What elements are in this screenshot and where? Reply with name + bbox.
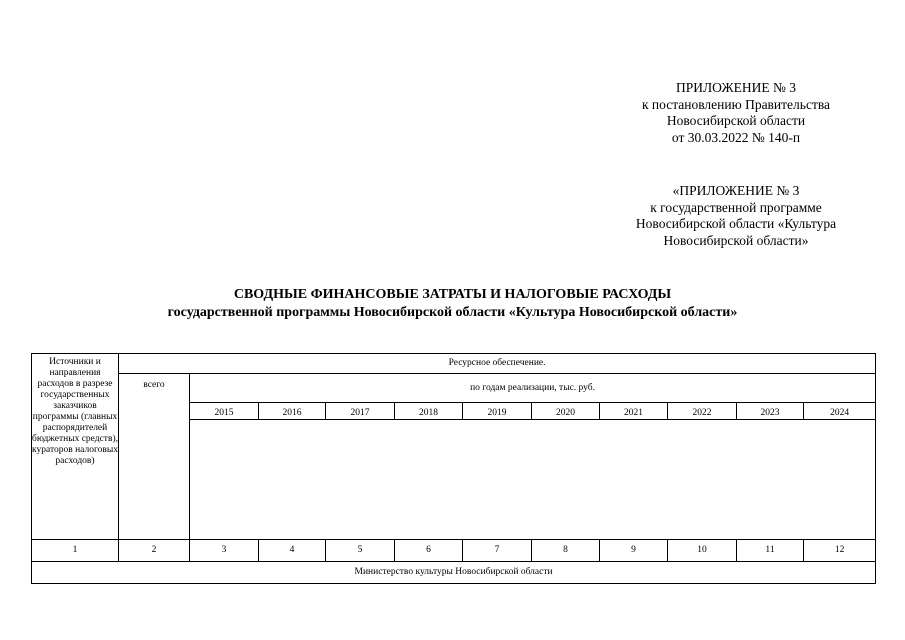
header-year: 2024 bbox=[804, 403, 876, 420]
column-number: 10 bbox=[668, 540, 737, 562]
appendix-program-line3: Новосибирской области «Культура bbox=[635, 216, 837, 231]
appendix-decree-header bbox=[605, 80, 867, 146]
column-number: 11 bbox=[737, 540, 804, 562]
header-total: всего bbox=[119, 374, 190, 540]
header-year: 2016 bbox=[259, 403, 326, 420]
appendix-program-header bbox=[605, 183, 867, 249]
appendix-decree-line3: Новосибирской области bbox=[666, 113, 806, 128]
header-year: 2021 bbox=[600, 403, 668, 420]
header-year: 2023 bbox=[737, 403, 804, 420]
column-number: 12 bbox=[804, 540, 876, 562]
column-number: 5 bbox=[326, 540, 395, 562]
header-year: 2017 bbox=[326, 403, 395, 420]
column-number: 9 bbox=[600, 540, 668, 562]
column-number: 2 bbox=[119, 540, 190, 562]
appendix-program-line1: «ПРИЛОЖЕНИЕ № 3 bbox=[672, 183, 800, 198]
column-number: 1 bbox=[32, 540, 119, 562]
column-number-row bbox=[32, 540, 876, 562]
column-number: 6 bbox=[395, 540, 463, 562]
appendix-decree-line1: ПРИЛОЖЕНИЕ № 3 bbox=[675, 80, 797, 95]
column-number: 3 bbox=[190, 540, 259, 562]
header-year: 2020 bbox=[532, 403, 600, 420]
header-by-years: по годам реализации, тыс. руб. bbox=[190, 374, 876, 403]
header-year-spacer bbox=[190, 420, 876, 540]
column-number: 4 bbox=[259, 540, 326, 562]
appendix-program-line4: Новосибирской области» bbox=[663, 232, 809, 248]
header-year: 2015 bbox=[190, 403, 259, 420]
appendix-decree-line2: к постановлению Правительства bbox=[641, 96, 831, 112]
header-resource-provision: Ресурсное обеспечение. bbox=[119, 354, 876, 374]
column-number: 8 bbox=[532, 540, 600, 562]
header-sources: Источники и направления расходов в разрезе государственных заказчиков программы (главных распорядителей бюджетных средств), кураторов налоговых расходов) bbox=[32, 354, 119, 540]
document-title: СВОДНЫЕ ФИНАНСОВЫЕ ЗАТРАТЫ И НАЛОГОВЫЕ РАСХОДЫ bbox=[233, 287, 672, 302]
financial-table bbox=[31, 353, 876, 584]
column-number: 7 bbox=[463, 540, 532, 562]
header-year: 2022 bbox=[668, 403, 737, 420]
document-subtitle: государственной программы Новосибирской области «Культура Новосибирской области» bbox=[167, 305, 738, 320]
appendix-decree-line4: от 30.03.2022 № 140-п bbox=[671, 129, 801, 145]
ministry-row: Министерство культуры Новосибирской области bbox=[32, 562, 876, 584]
header-year: 2018 bbox=[395, 403, 463, 420]
appendix-program-line2: к государственной программе bbox=[650, 199, 822, 215]
header-year: 2019 bbox=[463, 403, 532, 420]
